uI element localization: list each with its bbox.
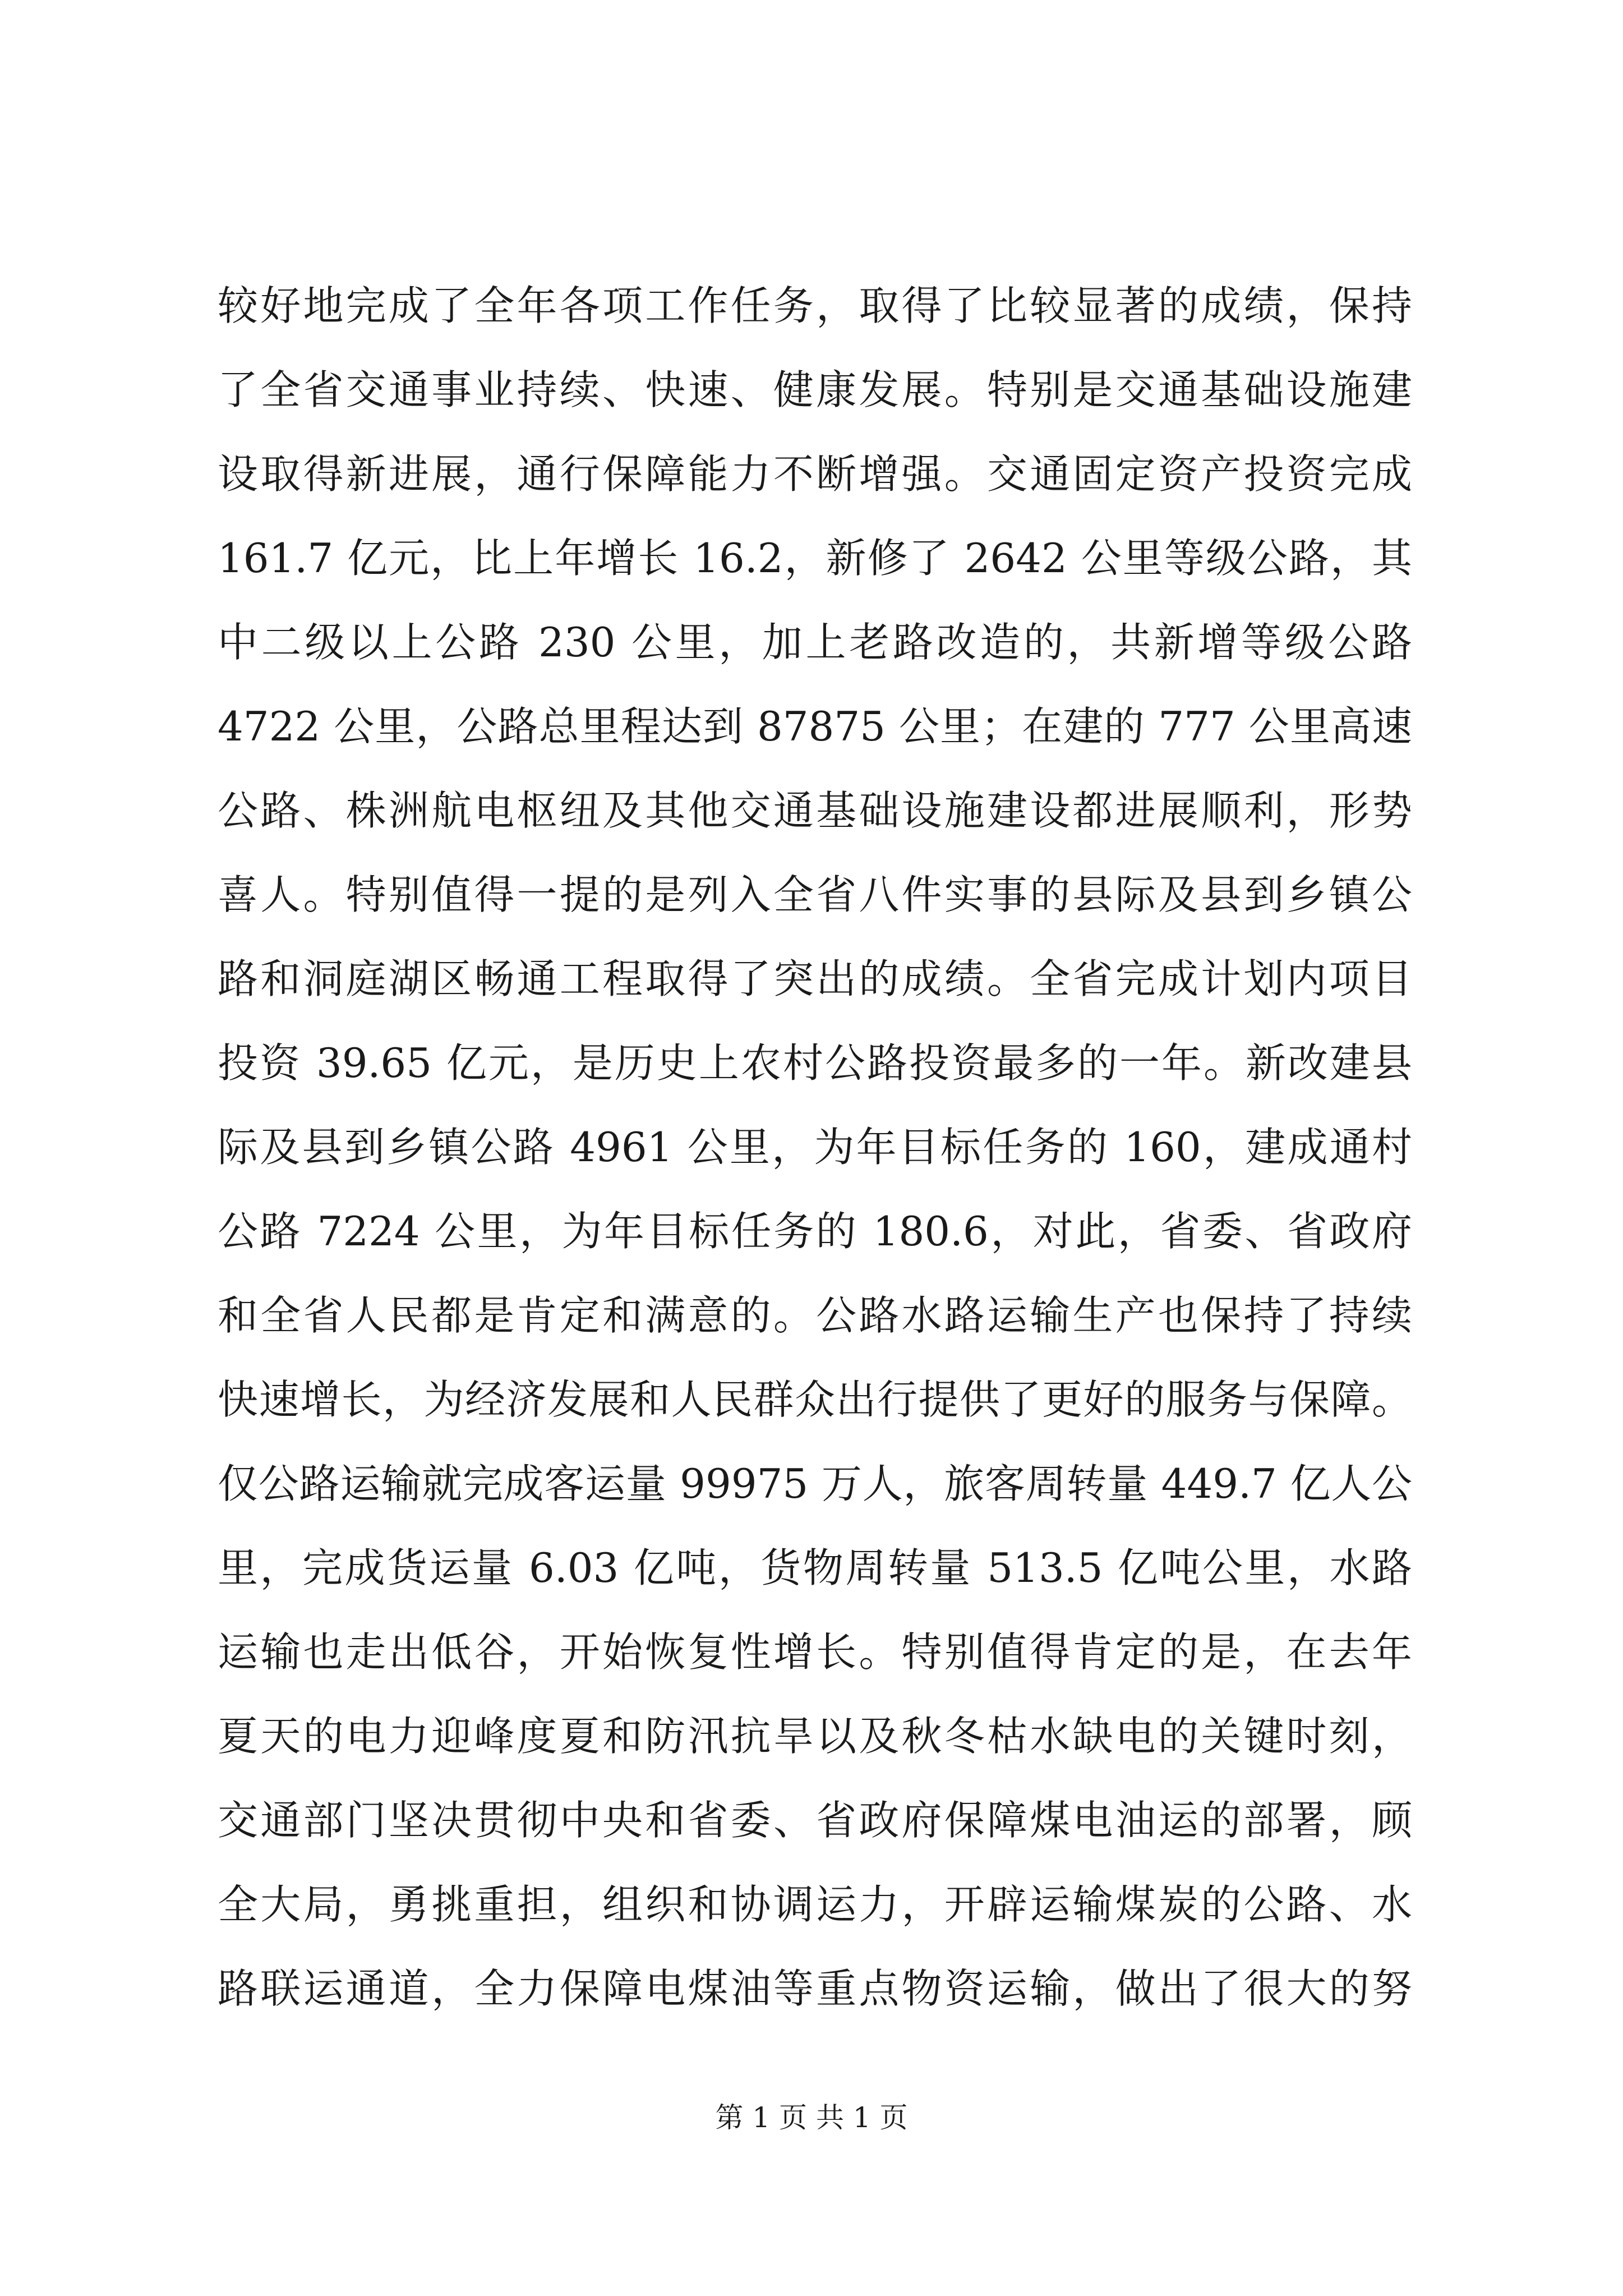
text-line-3: 设取得新进展，通行保障能力不断增强。交通固定资产投资完成 bbox=[218, 450, 1412, 498]
text-line-19: 交通部门坚决贯彻中央和省委、省政府保障煤电油运的部署，顾 bbox=[218, 1797, 1412, 1844]
text-line-1: 较好地完成了全年各项工作任务，取得了比较显著的成绩，保持 bbox=[218, 282, 1412, 329]
text-line-9: 路和洞庭湖区畅通工程取得了突出的成绩。全省完成计划内项目 bbox=[218, 955, 1412, 1002]
page-number-label: 第 1 页 共 1 页 bbox=[715, 2101, 908, 2134]
text-line-4: 161.7 亿元，比上年增长 16.2，新修了 2642 公里等级公路，其 bbox=[218, 535, 1412, 582]
text-line-7: 公路、株洲航电枢纽及其他交通基础设施建设都进展顺利，形势 bbox=[218, 787, 1412, 834]
text-line-20: 全大局，勇挑重担，组织和协调运力，开辟运输煤炭的公路、水 bbox=[218, 1881, 1412, 1928]
text-line-10: 投资 39.65 亿元，是历史上农村公路投资最多的一年。新改建县 bbox=[218, 1039, 1412, 1087]
text-line-16: 里，完成货运量 6.03 亿吨，货物周转量 513.5 亿吨公里，水路 bbox=[218, 1544, 1412, 1591]
body-text bbox=[218, 264, 1412, 2031]
text-line-6: 4722 公里，公路总里程达到 87875 公里；在建的 777 公里高速 bbox=[218, 703, 1412, 750]
text-line-2: 了全省交通事业持续、快速、健康发展。特别是交通基础设施建 bbox=[218, 366, 1412, 413]
text-line-15: 仅公路运输就完成客运量 99975 万人，旅客周转量 449.7 亿人公 bbox=[218, 1460, 1412, 1507]
text-line-18: 夏天的电力迎峰度夏和防汛抗旱以及秋冬枯水缺电的关键时刻， bbox=[218, 1713, 1412, 1760]
text-line-14: 快速增长，为经济发展和人民群众出行提供了更好的服务与保障。 bbox=[218, 1376, 1412, 1423]
page-footer bbox=[0, 2098, 1623, 2137]
text-line-8: 喜人。特别值得一提的是列入全省八件实事的县际及县到乡镇公 bbox=[218, 871, 1412, 918]
text-line-13: 和全省人民都是肯定和满意的。公路水路运输生产也保持了持续 bbox=[218, 1292, 1412, 1339]
text-line-11: 际及县到乡镇公路 4961 公里，为年目标任务的 160，建成通村 bbox=[218, 1124, 1412, 1171]
text-line-12: 公路 7224 公里，为年目标任务的 180.6，对此，省委、省政府 bbox=[218, 1208, 1412, 1255]
text-line-21: 路联运通道，全力保障电煤油等重点物资运输，做出了很大的努 bbox=[218, 1965, 1412, 2012]
text-line-17: 运输也走出低谷，开始恢复性增长。特别值得肯定的是，在去年 bbox=[218, 1628, 1412, 1676]
text-line-5: 中二级以上公路 230 公里，加上老路改造的，共新增等级公路 bbox=[218, 619, 1412, 666]
